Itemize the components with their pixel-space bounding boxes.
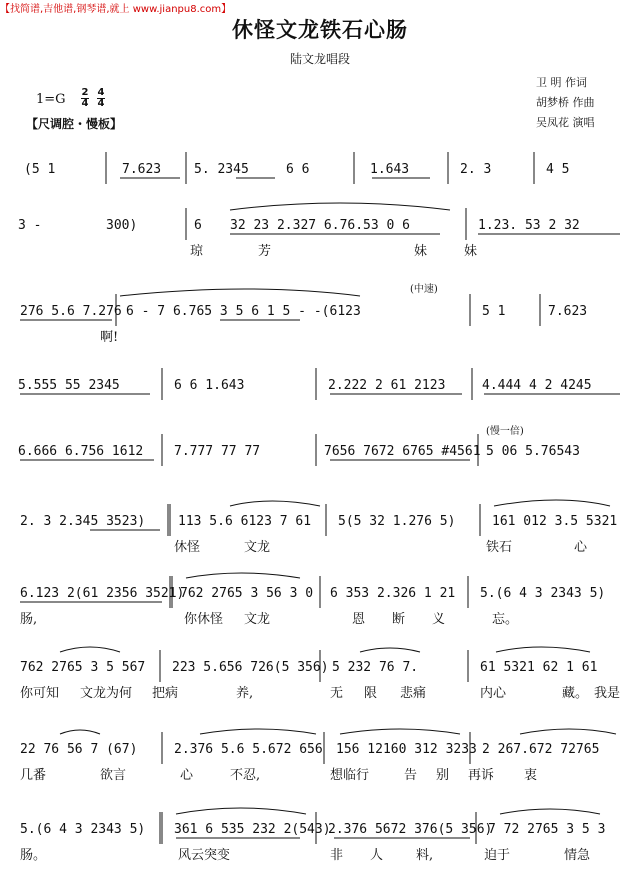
lyric: 妹	[414, 244, 428, 259]
lyric: 养,	[236, 686, 254, 701]
lyric: 欲言	[100, 768, 127, 783]
measure: 6 353 2.326 1 21	[330, 586, 456, 601]
lyric: 几番	[20, 768, 47, 783]
tune-style-label: 【尺调腔・慢板】	[26, 117, 123, 131]
measure: 762 2765 3 56 3 0	[180, 586, 314, 601]
lyric: 情急	[564, 848, 591, 863]
measure: 6 - 7 6.765 3 5 6 1 5 - -(6123	[126, 304, 361, 319]
lyric: 啊!	[100, 330, 119, 345]
lyric: 你可知	[20, 686, 60, 701]
measure: (5 1	[24, 162, 56, 177]
measure: 2.376 5.6 5.672 656	[174, 742, 323, 757]
lyricist-credit: 卫 明 作词	[536, 76, 587, 89]
score-system-3	[0, 282, 640, 344]
lyric: 迫于	[484, 848, 511, 863]
measure: 113 5.6 6123 7 61	[178, 514, 312, 529]
score-system-7	[0, 564, 640, 626]
measure: 7.623	[122, 162, 162, 177]
measure: 7 72 2765 3 5 3	[488, 822, 606, 837]
lyric: 藏。	[562, 686, 589, 701]
lyric: 风云突变	[178, 848, 231, 863]
measure: 2 267.672 72765	[482, 742, 600, 757]
measure: 5(5 32 1.276 5)	[338, 514, 456, 529]
measure: 7.623	[548, 304, 588, 319]
lyric: 想临行	[330, 768, 370, 783]
measure: 1.643	[370, 162, 410, 177]
score-system-6	[0, 492, 640, 554]
measure: 361 6 535 232 2(543)	[174, 822, 331, 837]
measure: 4 5	[546, 162, 570, 177]
measure: 7656 7672 6765 #4561	[324, 444, 481, 459]
score-system-2	[0, 196, 640, 258]
score-subtitle: 陆文龙唱段	[289, 52, 350, 66]
measure: 6 6	[286, 162, 310, 177]
measure: 22 76 56 7 (67)	[20, 742, 138, 757]
measure: 6	[194, 218, 202, 233]
measure: 161 012 3.5 5321	[492, 514, 618, 529]
lyric: 妹	[464, 244, 478, 259]
lyric: 文龙	[244, 612, 271, 627]
measure: 32 23 2.327 6.76.53 0 6	[230, 218, 411, 233]
measure: 3 -	[18, 218, 42, 233]
measure: 5.(6 4 3 2343 5)	[480, 586, 606, 601]
score-system-9	[0, 720, 640, 782]
measure: 300)	[106, 218, 138, 233]
lyric: 衷	[524, 768, 538, 783]
meter-two-four: 2 4	[81, 87, 89, 109]
lyric: 再诉	[468, 768, 495, 783]
measure: 5.555 55 2345	[18, 378, 120, 393]
measure: 2.222 2 61 2123	[328, 378, 446, 393]
system-1-lines	[0, 140, 640, 202]
singer-credit: 吴凤花 演唱	[536, 116, 595, 129]
meter-four-four: 4 4	[97, 87, 105, 109]
lyric: 你休怪	[184, 612, 224, 627]
measure: 61 5321 62 1 61	[480, 660, 598, 675]
measure: 156 12160 312 3233	[336, 742, 477, 757]
score-title: 休怪文龙铁石心肠	[232, 17, 408, 42]
measure: 4.444 4 2 4245	[482, 378, 592, 393]
lyric: 琼	[190, 244, 204, 259]
measure: 2. 3	[460, 162, 492, 177]
lyric: 无	[330, 686, 344, 701]
score-system-8	[0, 638, 640, 700]
lyric: 告	[404, 768, 418, 783]
lyric: 我是	[594, 686, 621, 701]
lyric: 把病	[152, 686, 179, 701]
measure: 5 232 76 7.	[332, 660, 419, 675]
score-system-5	[0, 422, 640, 484]
lyric: 肠,	[20, 612, 38, 627]
lyric: 心	[180, 768, 194, 783]
measure: 762 2765 3 5 567	[20, 660, 146, 675]
measure: 5 06 5.76543	[486, 444, 580, 459]
lyric: 别	[436, 768, 450, 783]
measure: 223 5.656 726(5 356)	[172, 660, 329, 675]
lyric: 人	[370, 848, 384, 863]
measure: 276 5.6 7.276	[20, 304, 122, 319]
lyric: 休怪	[174, 540, 201, 555]
lyric: 铁石	[486, 540, 513, 555]
lyric: 限	[364, 686, 378, 701]
lyric: 义	[432, 612, 446, 627]
tempo-mark: (中速)	[410, 284, 438, 295]
lyric: 悲痛	[400, 686, 427, 701]
measure: 6.666 6.756 1612	[18, 444, 144, 459]
measure: 5.(6 4 3 2343 5)	[20, 822, 146, 837]
score-system-4	[0, 356, 640, 418]
lyric: 芳	[258, 244, 272, 259]
lyric: 恩	[352, 612, 366, 627]
measure: 2.376 5672 376(5 356)	[328, 822, 493, 837]
lyric: 非	[330, 848, 344, 863]
score-system-10	[0, 800, 640, 862]
score-system-1	[0, 140, 640, 202]
measure: 6.123 2(61 2356 3521)	[20, 586, 185, 601]
lyric: 不忍,	[230, 768, 261, 783]
lyric: 心	[574, 540, 588, 555]
key-signature: 1=G	[36, 92, 66, 107]
measure: 1.23. 53 2 32	[478, 218, 580, 233]
tempo-mark: (慢一倍)	[486, 426, 524, 437]
lyric: 忘。	[492, 612, 519, 627]
lyric: 肠。	[20, 848, 47, 863]
lyric: 文龙	[244, 540, 271, 555]
measure: 7.777 77 77	[174, 444, 261, 459]
measure: 5. 2345	[194, 162, 249, 177]
measure: 6 6 1.643	[174, 378, 245, 393]
site-banner-link[interactable]: 【找简谱,吉他谱,钢琴谱,就上 www.jianpu8.com】	[0, 4, 232, 15]
measure: 5 1	[482, 304, 506, 319]
lyric: 断	[392, 612, 406, 627]
lyric: 文龙为何	[80, 686, 133, 701]
composer-credit: 胡梦桥 作曲	[536, 96, 595, 109]
lyric: 料,	[416, 848, 434, 863]
lyric: 内心	[480, 686, 507, 701]
measure: 2. 3 2.345 3523)	[20, 514, 146, 529]
